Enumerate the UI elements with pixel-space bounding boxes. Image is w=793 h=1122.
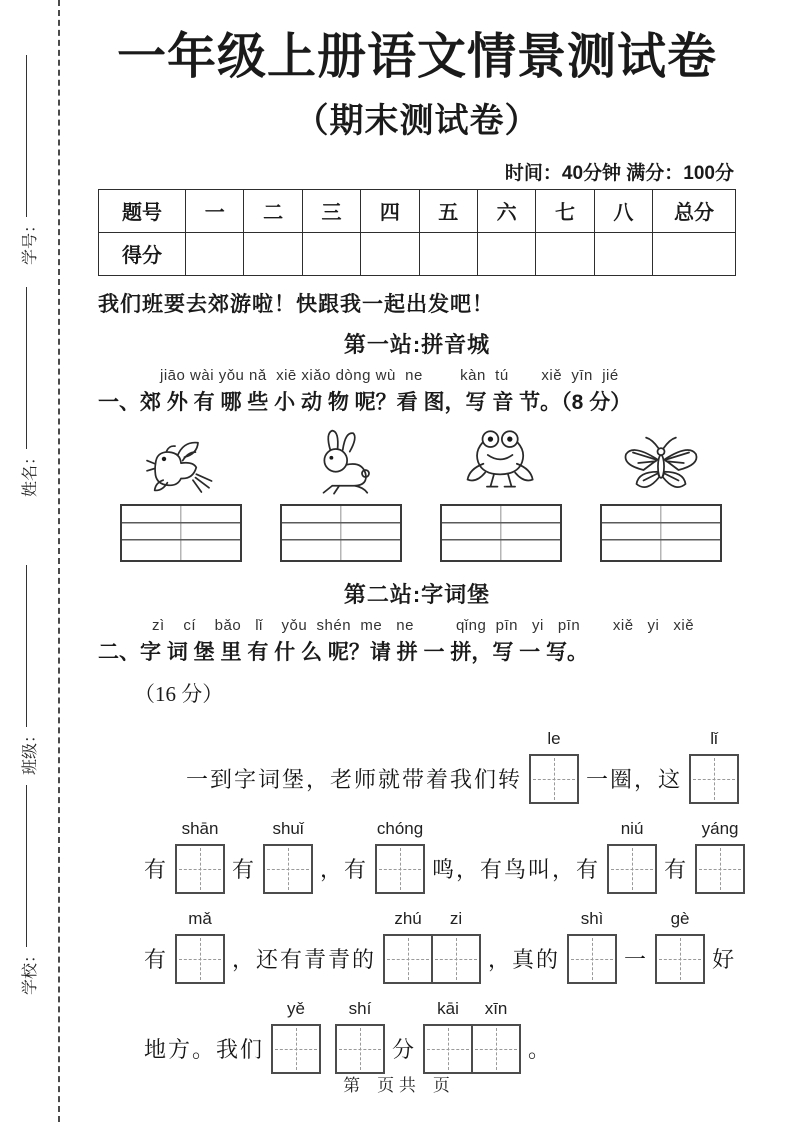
character-box-unit	[383, 908, 433, 984]
paragraph-text: 地方。我们	[144, 1037, 265, 1063]
name-blank-line	[26, 287, 27, 449]
score-blank-cell	[361, 232, 419, 275]
paragraph-text: 有	[144, 947, 169, 973]
pinyin-writing-grid-3	[440, 504, 562, 562]
character-box-unit	[271, 998, 321, 1074]
character-box-group	[695, 818, 745, 894]
score-blank-cell	[186, 232, 244, 275]
section1-pinyin: jiāo wài yǒu nǎ xiē xiǎo dòng wù ne kàn tú xiě yīn jié	[160, 366, 619, 384]
paragraph-text: 一圈，这	[586, 767, 683, 793]
intro-text: 我们班要去郊游啦！快跟我一起出发吧！	[98, 292, 494, 316]
character-box-group	[607, 818, 657, 894]
pinyin-label: xīn	[484, 998, 508, 1018]
pinyin-label: zhú	[394, 908, 422, 928]
score-blank-cell	[594, 232, 652, 275]
character-box-group	[567, 908, 617, 984]
exam-time-score-info: 时间：40分钟 满分：100分	[504, 162, 734, 184]
pinyin-writing-grid-1	[120, 504, 242, 562]
pinyin-label: lǐ	[710, 728, 718, 748]
score-table-header-cell: 三	[302, 189, 360, 232]
character-box-unit	[689, 728, 739, 804]
page-footer: 第 页 共 页	[343, 1076, 450, 1095]
paragraph-text: ，有	[320, 857, 369, 883]
tianzige-box	[263, 844, 313, 894]
character-box-unit	[695, 818, 745, 894]
bird-image	[138, 424, 224, 498]
tianzige-box	[175, 844, 225, 894]
school-label: 学校：	[21, 946, 39, 995]
character-box-unit	[375, 818, 425, 894]
character-box-unit	[567, 908, 617, 984]
score-blank-cell	[477, 232, 535, 275]
character-box-group	[655, 908, 705, 984]
tianzige-box	[655, 934, 705, 984]
sidebar-field-class	[15, 565, 41, 775]
paragraph-text: 。	[528, 1037, 553, 1063]
pinyin-label: yě	[287, 998, 305, 1018]
paragraph-text: 鸣，有鸟叫，有	[432, 857, 601, 883]
section1-answer-area	[98, 416, 736, 562]
score-table-body	[99, 189, 736, 275]
paragraph-text: 有	[232, 857, 257, 883]
score-table	[98, 189, 736, 276]
tianzige-box	[423, 1024, 473, 1074]
fill-line-2	[144, 818, 739, 894]
class-blank-line	[26, 565, 27, 727]
character-box-unit	[607, 818, 657, 894]
tianzige-box	[695, 844, 745, 894]
score-table-header-cell: 五	[419, 189, 477, 232]
tianzige-box	[689, 754, 739, 804]
butterfly-image	[616, 424, 706, 498]
student-number-label: 学号：	[21, 216, 39, 265]
tianzige-box	[335, 1024, 385, 1074]
answer-column-frog	[440, 424, 562, 562]
school-blank-line	[26, 785, 27, 947]
pinyin-label: zi	[449, 908, 463, 928]
score-table-header-cell: 七	[536, 189, 594, 232]
main-content	[98, 0, 739, 1074]
character-box-unit	[655, 908, 705, 984]
paragraph-text: ，还有青青的	[232, 947, 377, 973]
tianzige-box	[175, 934, 225, 984]
pinyin-writing-grid-4	[600, 504, 722, 562]
page-subtitle: （期末测试卷）	[294, 101, 540, 140]
rabbit-image	[297, 424, 385, 498]
pinyin-label: shuǐ	[272, 818, 304, 838]
answer-column-bird	[120, 424, 242, 562]
pinyin-label: yáng	[701, 818, 739, 838]
character-box-group	[375, 818, 425, 894]
character-box-unit	[529, 728, 579, 804]
pinyin-label: mǎ	[188, 908, 212, 928]
pinyin-label: niú	[620, 818, 644, 838]
tianzige-box	[271, 1024, 321, 1074]
tianzige-box	[607, 844, 657, 894]
page-title: 一年级上册语文情景测试卷	[116, 30, 717, 84]
pinyin-label: kāi	[437, 998, 459, 1018]
tianzige-box	[471, 1024, 521, 1074]
name-label: 姓名：	[21, 448, 39, 497]
question1-text: 一、郊 外 有 哪 些 小 动 物 呢？看 图，写 音 节。（8 分）	[98, 390, 632, 414]
student-number-blank-line	[26, 55, 27, 217]
character-box-group	[383, 908, 481, 984]
class-label: 班级：	[21, 726, 39, 775]
character-box-group	[423, 998, 521, 1074]
score-table-header-cell: 六	[477, 189, 535, 232]
character-box-unit	[263, 818, 313, 894]
score-blank-cell	[244, 232, 302, 275]
score-blank-cell	[302, 232, 360, 275]
score-row-label: 得分	[99, 232, 186, 275]
pinyin-label: shì	[580, 908, 604, 928]
sidebar-field-student-number	[15, 55, 41, 265]
character-box-group	[529, 728, 579, 804]
seal-dashed-line	[58, 0, 60, 1122]
score-table-corner-label: 题号	[99, 189, 186, 232]
answer-column-butterfly	[600, 424, 722, 562]
section1-heading: 第一站:拼音城	[343, 331, 491, 357]
question2-points: （16 分）	[134, 681, 224, 706]
tianzige-box	[529, 754, 579, 804]
pinyin-label: shān	[181, 818, 219, 838]
score-table-header-cell: 二	[244, 189, 302, 232]
character-box-group	[175, 908, 225, 984]
character-box-group	[335, 998, 385, 1074]
character-box-group	[175, 818, 225, 894]
score-blank-cell	[536, 232, 594, 275]
paragraph-text: 有	[664, 857, 689, 883]
score-table-header-cell: 一	[186, 189, 244, 232]
paragraph-text: 一到字词堡，老师就带着我们转	[186, 767, 523, 793]
character-box-group	[271, 998, 321, 1074]
paragraph-text: 好	[712, 947, 737, 973]
pinyin-writing-grid-2	[280, 504, 402, 562]
character-box-unit	[471, 998, 521, 1074]
section2-pinyin: zì cí bǎo lǐ yǒu shén me ne qǐng pīn yi pīn xiě yi xiě	[152, 616, 695, 634]
paragraph-text: 分	[392, 1037, 417, 1063]
fill-line-4	[144, 998, 736, 1074]
paragraph-text: ，真的	[488, 947, 561, 973]
score-table-header-cell: 八	[594, 189, 652, 232]
question2-text: 二、字 词 堡 里 有 什 么 呢？请 拼 一 拼，写 一 写。	[98, 640, 589, 664]
character-box-unit	[175, 818, 225, 894]
character-box-unit	[431, 908, 481, 984]
tianzige-box	[431, 934, 481, 984]
paragraph-text: 一	[624, 947, 649, 973]
score-table-header-cell: 总分	[653, 189, 736, 232]
pinyin-label: le	[547, 728, 561, 748]
frog-image	[457, 424, 545, 498]
pinyin-label: shí	[348, 998, 372, 1018]
sidebar-field-school	[15, 785, 41, 995]
character-box-group	[263, 818, 313, 894]
character-box-unit	[335, 998, 385, 1074]
sidebar-field-name	[15, 287, 41, 497]
pinyin-label: gè	[670, 908, 690, 928]
score-blank-cell	[653, 232, 736, 275]
fill-line-3	[144, 908, 737, 984]
tianzige-box	[567, 934, 617, 984]
tianzige-box	[383, 934, 433, 984]
paragraph-text: 有	[144, 857, 169, 883]
fill-line-1	[186, 728, 736, 804]
section2-heading: 第二站:字词堡	[343, 581, 491, 607]
answer-column-rabbit	[280, 424, 402, 562]
score-table-header-cell: 四	[361, 189, 419, 232]
character-box-unit	[175, 908, 225, 984]
character-box-unit	[423, 998, 473, 1074]
character-box-group	[689, 728, 739, 804]
tianzige-box	[375, 844, 425, 894]
score-blank-cell	[419, 232, 477, 275]
pinyin-label: chóng	[376, 818, 424, 838]
